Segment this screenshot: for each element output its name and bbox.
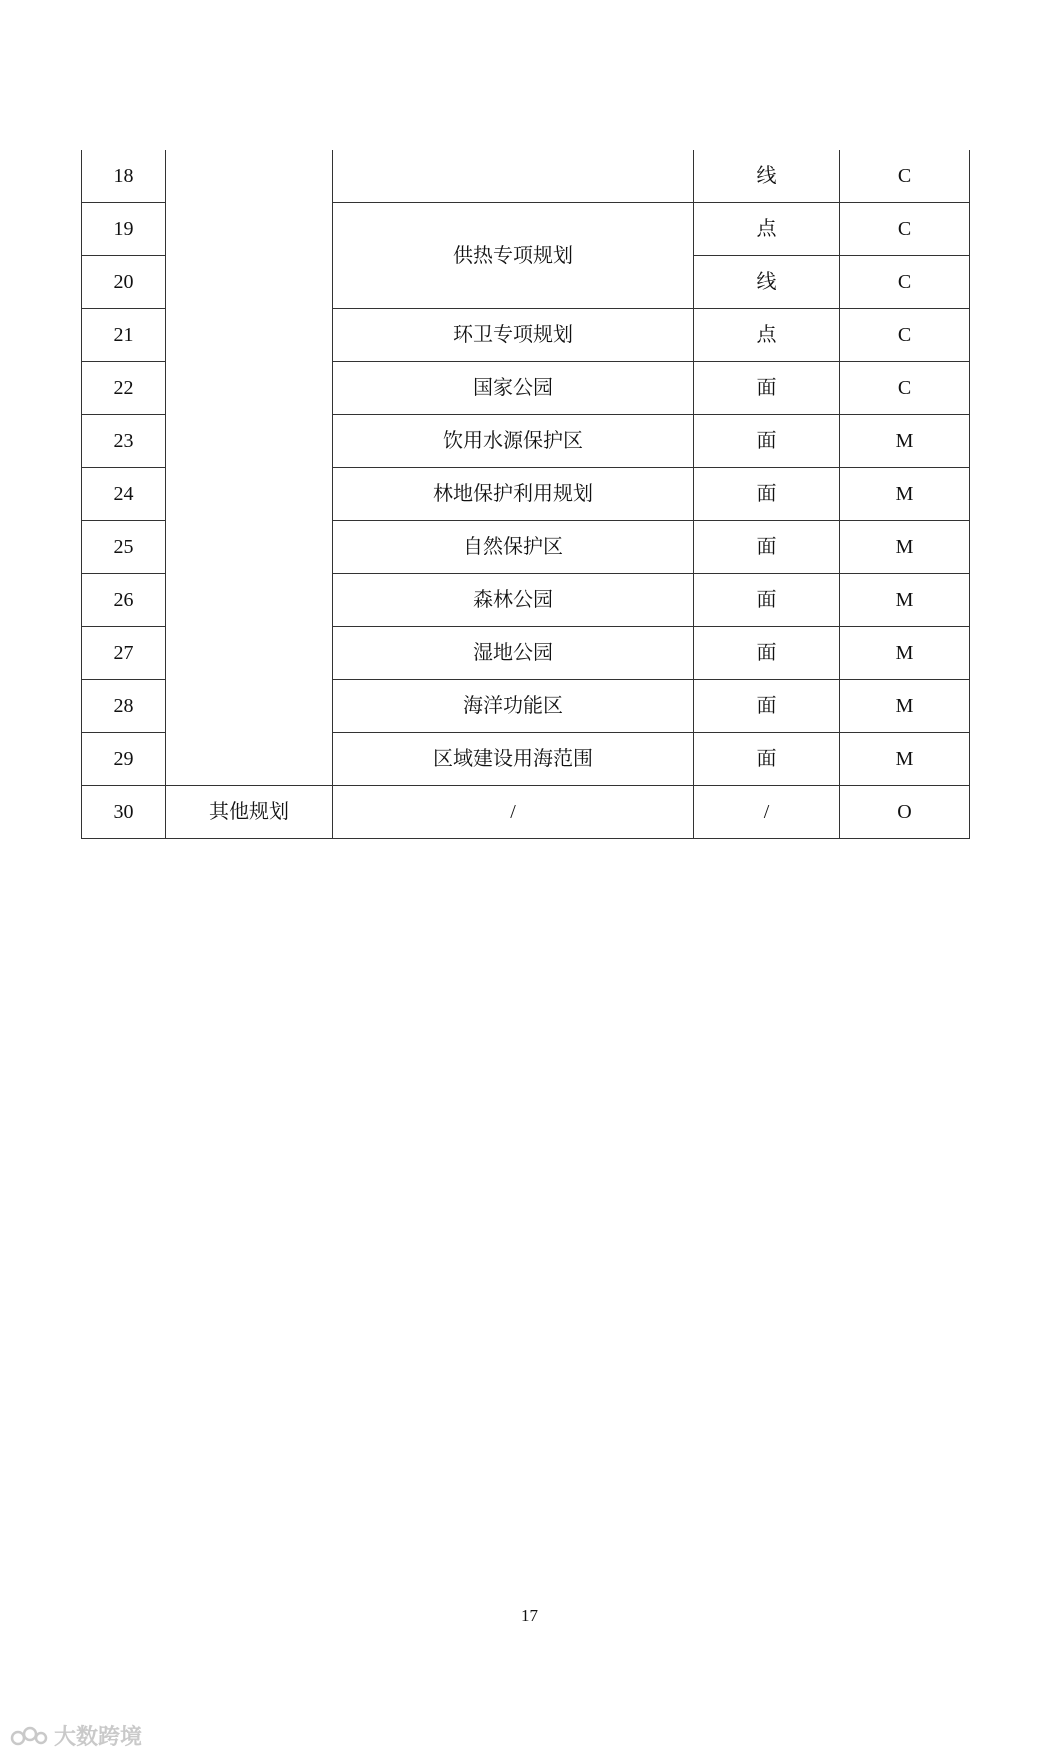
cell-type: 湿地公园	[333, 627, 694, 680]
cell-no: 26	[82, 574, 166, 627]
watermark-text: 大数跨境	[54, 1725, 143, 1750]
cell-requirement: C	[840, 256, 970, 309]
cell-requirement: M	[840, 521, 970, 574]
cell-type: 林地保护利用规划	[333, 468, 694, 521]
cell-category-blank	[166, 733, 333, 786]
cell-type: 国家公园	[333, 362, 694, 415]
cell-no: 23	[82, 415, 166, 468]
table-row	[82, 627, 970, 680]
cell-no: 22	[82, 362, 166, 415]
cell-no: 19	[82, 203, 166, 256]
table-row	[82, 521, 970, 574]
cell-geometry: 线	[694, 150, 840, 203]
cell-type: 饮用水源保护区	[333, 415, 694, 468]
cell-type: 森林公园	[333, 574, 694, 627]
cell-type: /	[333, 786, 694, 839]
cell-no: 25	[82, 521, 166, 574]
cell-requirement: M	[840, 574, 970, 627]
cell-category-blank	[166, 256, 333, 309]
cell-no: 27	[82, 627, 166, 680]
cell-category-blank	[166, 150, 333, 203]
watermark	[10, 1720, 142, 1751]
cell-category-blank	[166, 362, 333, 415]
cell-no: 28	[82, 680, 166, 733]
cell-type: 供热专项规划	[333, 203, 694, 309]
cell-no: 29	[82, 733, 166, 786]
cell-geometry: 面	[694, 574, 840, 627]
table-row	[82, 733, 970, 786]
cell-category: 其他规划	[166, 786, 333, 839]
cell-geometry: 面	[694, 415, 840, 468]
cell-category-blank	[166, 521, 333, 574]
cell-type: 海洋功能区	[333, 680, 694, 733]
cell-geometry: 线	[694, 256, 840, 309]
cell-geometry: 面	[694, 468, 840, 521]
cell-category-blank	[166, 415, 333, 468]
cell-requirement: M	[840, 415, 970, 468]
cell-requirement: C	[840, 362, 970, 415]
cell-requirement: M	[840, 627, 970, 680]
cell-no: 30	[82, 786, 166, 839]
cell-geometry: 面	[694, 733, 840, 786]
cell-type: 区域建设用海范围	[333, 733, 694, 786]
table-row	[82, 574, 970, 627]
cell-category-blank	[166, 309, 333, 362]
cell-requirement: M	[840, 680, 970, 733]
cell-category-blank	[166, 627, 333, 680]
cell-no: 24	[82, 468, 166, 521]
cell-geometry: 面	[694, 521, 840, 574]
cell-requirement: M	[840, 468, 970, 521]
planning-data-table	[81, 150, 969, 839]
cell-geometry: /	[694, 786, 840, 839]
cell-requirement: C	[840, 309, 970, 362]
cell-requirement: M	[840, 733, 970, 786]
cell-geometry: 点	[694, 203, 840, 256]
cell-type	[333, 150, 694, 203]
cell-no: 21	[82, 309, 166, 362]
cell-requirement: C	[840, 203, 970, 256]
cell-geometry: 面	[694, 627, 840, 680]
table-row	[82, 680, 970, 733]
cell-requirement: O	[840, 786, 970, 839]
table-row	[82, 415, 970, 468]
cell-category-blank	[166, 574, 333, 627]
cell-geometry: 面	[694, 362, 840, 415]
cell-category-blank	[166, 468, 333, 521]
cloud-logo-icon	[10, 1725, 48, 1747]
cell-type: 环卫专项规划	[333, 309, 694, 362]
table-row	[82, 150, 970, 203]
table-row	[82, 203, 970, 256]
cell-category-blank	[166, 203, 333, 256]
table-row	[82, 362, 970, 415]
cell-type: 自然保护区	[333, 521, 694, 574]
table-row	[82, 786, 970, 839]
cell-no: 20	[82, 256, 166, 309]
page-number: 17	[521, 1606, 538, 1625]
cell-category-blank	[166, 680, 333, 733]
table-row	[82, 468, 970, 521]
cell-geometry: 点	[694, 309, 840, 362]
cell-geometry: 面	[694, 680, 840, 733]
cell-requirement: C	[840, 150, 970, 203]
table-row	[82, 309, 970, 362]
cell-no: 18	[82, 150, 166, 203]
